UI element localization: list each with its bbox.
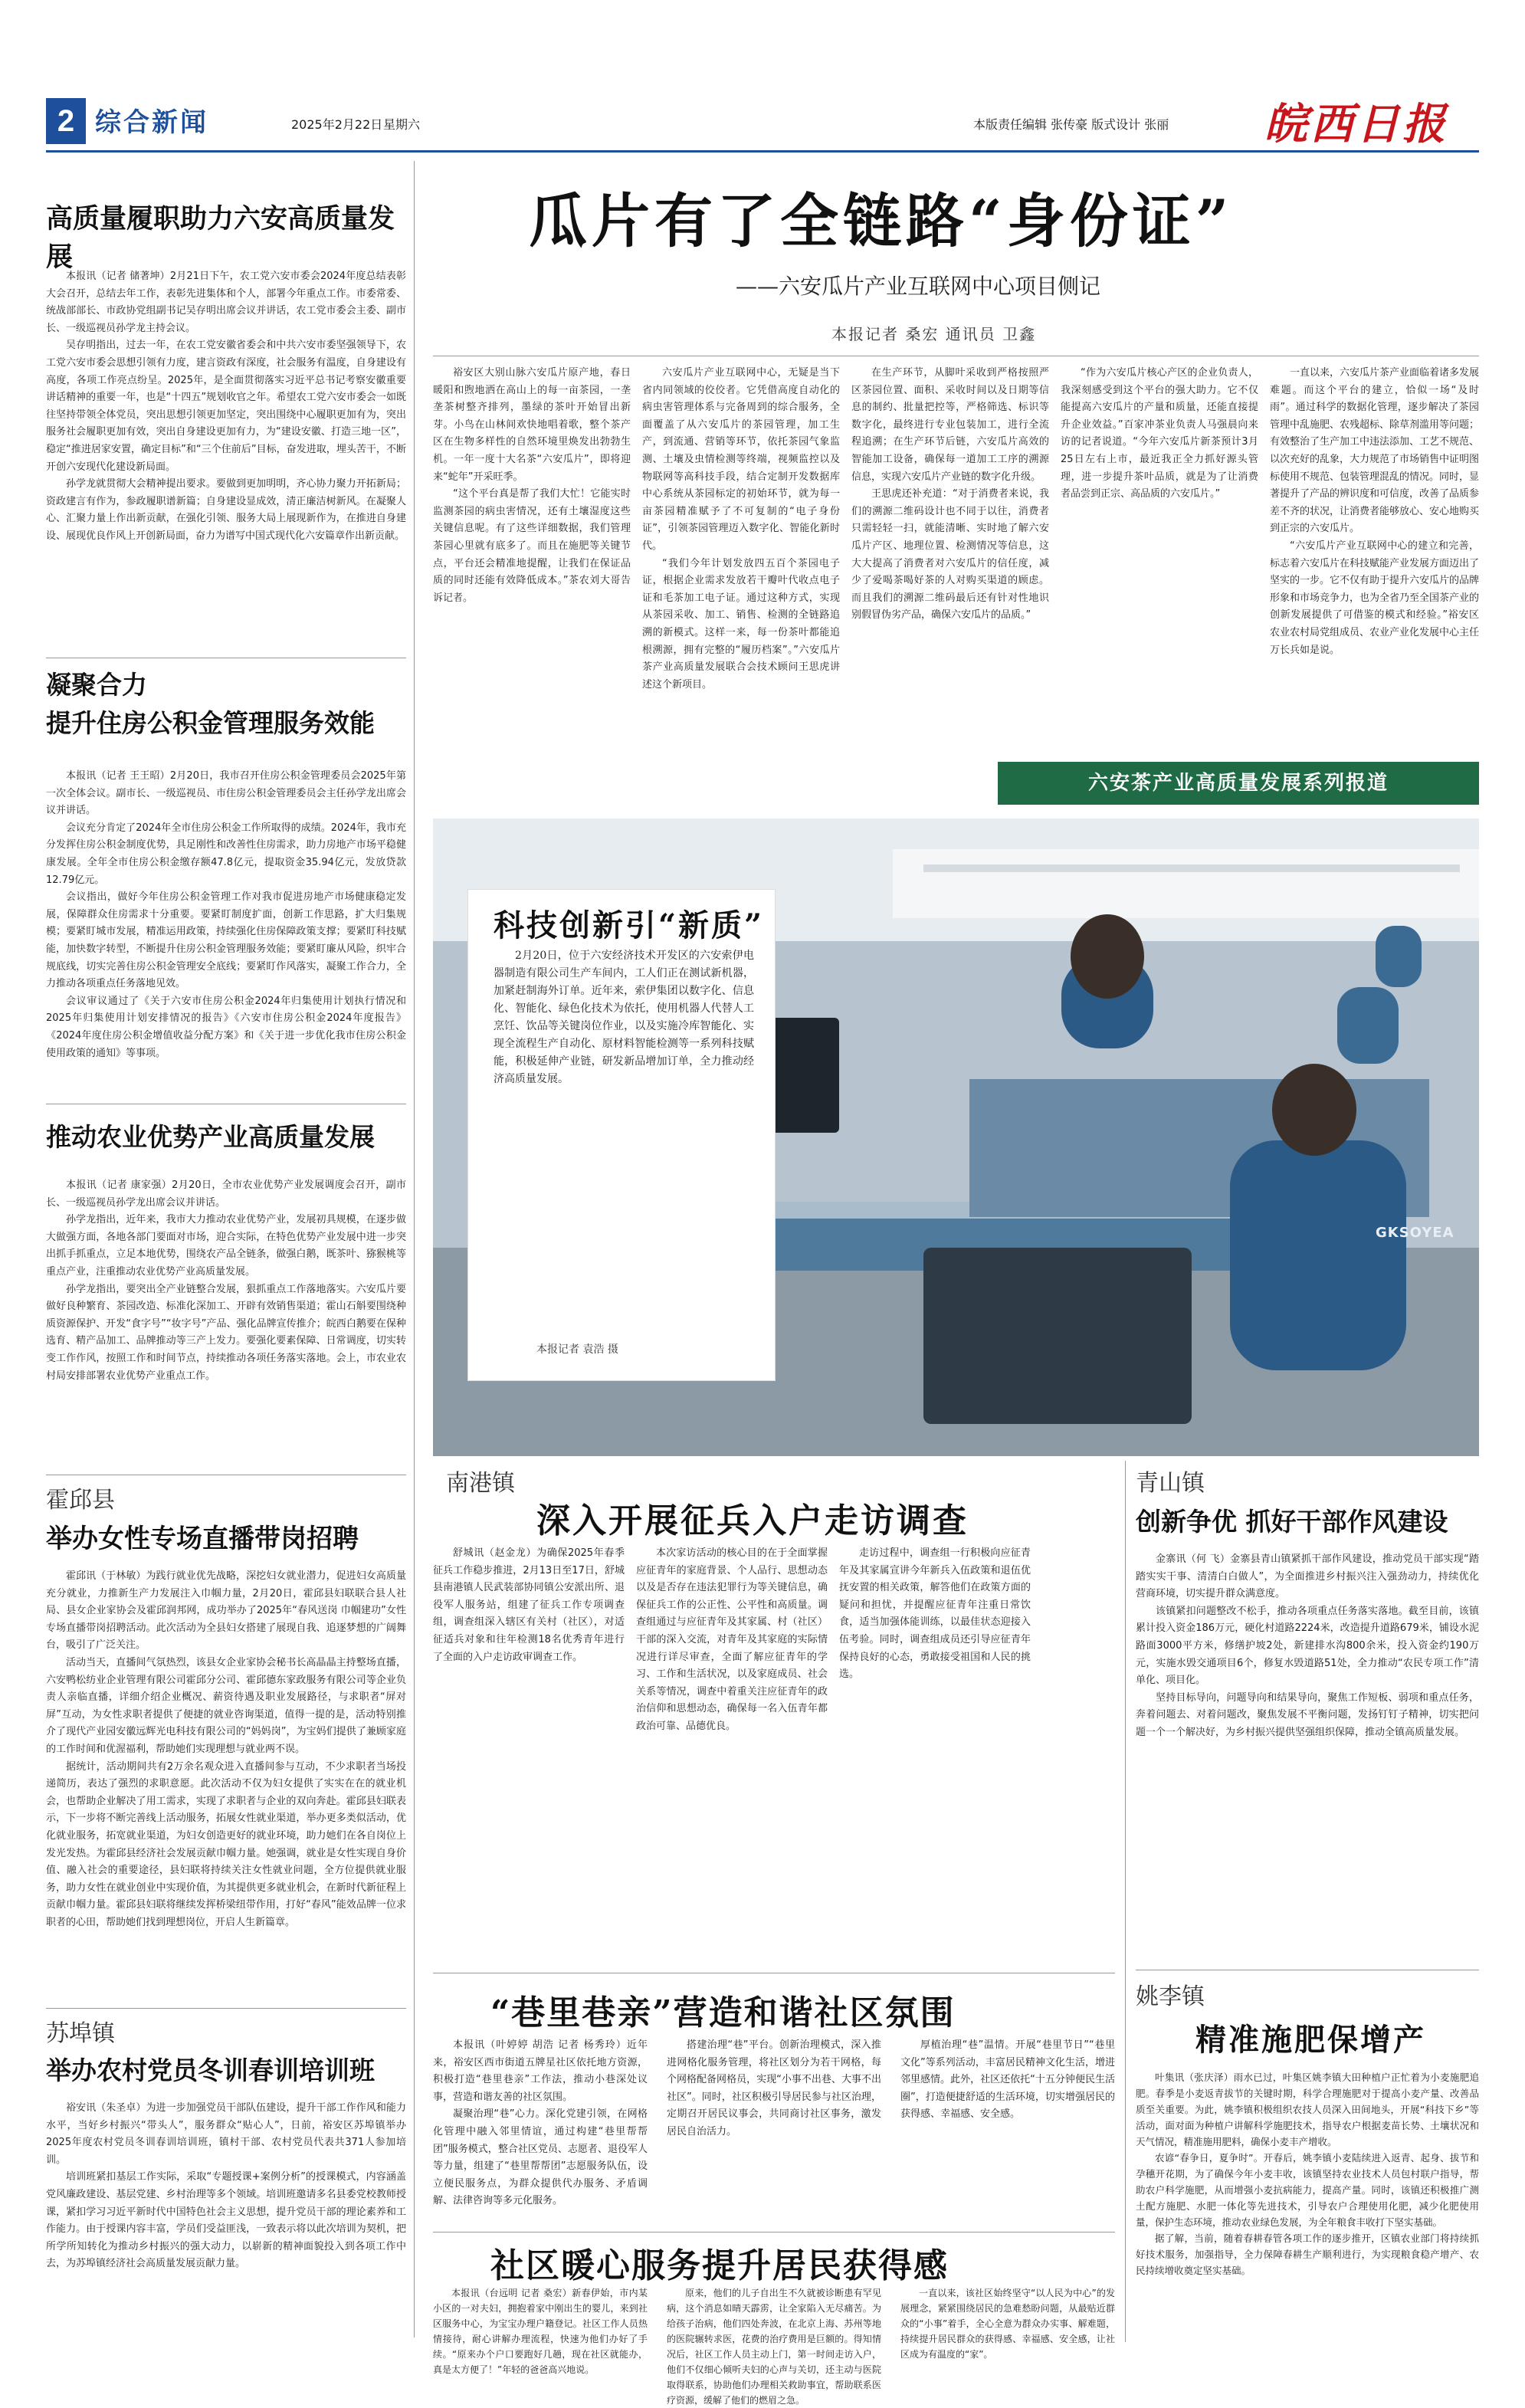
paragraph: 一直以来，该社区始终坚守“以人民为中心”的发展理念，紧紧围绕居民的急难愁盼问题，从最贴近群众的“小事”着手，全心全意为群众办实事、解难题，持续提升居民群众的获得感、幸福感、安全感，让社区成为有温度的“家”。 — [900, 2288, 1115, 2360]
place-label: 霍邱县 — [46, 1487, 115, 1514]
paragraph: 走访过程中，调查组一行积极向应征青年及其家属宣讲今年新兵入伍政策和退伍优抚安置的相关政策，解答他们在政策方面的疑问和担忧，并提醒应征青年注重日常饮食，适当加强体能训练，以最佳状态迎接入伍考验。同时，调查组成员还引导应征青年保持良好的心态，勇敢接受祖国和人民的挑选。 — [839, 1547, 1031, 1681]
paragraph: 会议充分肯定了2024年全市住房公积金工作所取得的成绩。2024年，我市充分发挥住房公积金制度优势，具足刚性和改善性住房需求，助力房地产市场平稳健康发展。全年全市住房公积金缴存额47.8亿元，提取资金35.94亿元，发放贷款12.79亿元。 — [46, 822, 406, 886]
divider — [46, 2008, 406, 2009]
paragraph: 该镇紧扣问题整改不松手，推动各项重点任务落实落地。截至目前，该镇累计投入资金186万元，硬化村道路2224米，改造提升道路679米，铺设水泥路面3000平方米，修缮护坡2处，新建排水沟800余米，投入资金约190万元，实施水毁交通项目6个，修复水毁道路51处，全力推动“农民专项工作”清单化、项目化。 — [1136, 1605, 1479, 1687]
paragraph: 在生产环节，从脚叶采收到严格按照严区茶园位置、面积、采收时间以及日期等信息的制约、批量把控等，严格筛选、标识等数字化，最终进行专业包装加工，进行全流程追溯；在生产环节后链，六安瓜片高效的智能加工设备，确保每一道加工工序的溯源信息，实现六安瓜片产业链的数字化升级。 — [851, 367, 1049, 483]
lead-byline: 本报记者 桑宏 通讯员 卫鑫 — [831, 325, 1037, 343]
paragraph: 裕安讯（朱圣卓）为进一步加强党员干部队伍建设，提升干部工作作风和能力水平，当好乡村振兴“带头人”，服务群众“贴心人”，日前，裕安区苏埠镇举办2025年度农村党员冬训春训培训班，镇村干部、农村党员代表共371人参加培训。 — [46, 2102, 406, 2166]
paragraph: 坚持目标导向，问题导向和结果导向，聚焦工作短板、弱项和重点任务，奔着问题去、对着问题改，聚焦发展不平衡问题，发扬钉钉子精神，切实把问题一个一个解决好，为乡村振兴提供坚强组织保障，推动全镇高质量发展。 — [1136, 1691, 1479, 1738]
series-banner: 六安茶产业高质量发展系列报道 — [998, 762, 1479, 805]
paragraph: “这个平台真是帮了我们大忙！它能实时监测茶园的病虫害情况，还有土壤湿度这些关键信息呢。有了这些详细数据，我们管理茶园心里就有底多了。而且在施肥等关键节点，平台还会精准地提醒，让我们在保证品质的同时还能有效降低成本。”茶农刘大哥告诉记者。 — [433, 488, 631, 604]
lead-headline: 瓜片有了全链路“身份证” — [529, 187, 1234, 255]
right-column-divider — [1125, 1461, 1126, 2342]
article-title: 推动农业优势产业高质量发展 — [46, 1122, 375, 1152]
xiangli-column-2 — [667, 2037, 881, 2227]
photo-story-title: 科技创新引“新质” — [494, 907, 765, 943]
article-title: “巷里巷亲”营造和谐社区氛围 — [490, 1993, 956, 2032]
issue-weekday: 星期六 — [383, 117, 421, 132]
section-title: 综合新闻 — [95, 107, 208, 138]
shequ-column-1 — [433, 2285, 648, 2375]
place-label: 苏埠镇 — [46, 2020, 115, 2047]
article-title: 深入开展征兵入户走访调查 — [536, 1501, 969, 1540]
paragraph: 霍邱讯（于林敏）为践行就业优先战略，深挖妇女就业潜力，促进妇女高质量充分就业，力推新生产力发展注入巾帼力量，2月20日，霍邱县妇联联合县人社局、县女企业家协会及霍邱润邦网，成功举办了2025年“春风送岗 巾帼建功”女性专场直播带岗招聘活动。此次活动为全县妇女搭建了展现自我、追逐梦想的广阔舞台，吸引了广泛关注。 — [46, 1570, 406, 1652]
masthead-rule — [46, 150, 1479, 153]
paragraph: 农谚“春争日，夏争时”。开春后，姚李镇小麦陆续进入返青、起身、拔节和孕穗开花期，为了确保今年小麦丰收，该镇坚持农业技术人员包村联户指导，帮助农户科学施肥，从而增强小麦抗病能力，提高产量。同时，该镇还积极推广测土配方施肥、水肥一体化等先进技术，引导农户合理使用化肥，减少化肥使用量，保护生态环境，推动农业绿色发展，为全年粮食丰收打下坚实基础。 — [1136, 2152, 1479, 2228]
left-column-divider — [414, 161, 415, 2337]
article-body — [1136, 1551, 1479, 1962]
photo-credit: 本报记者 袁浩 摄 — [536, 1343, 618, 1356]
article-title: 创新争优 抓好干部作风建设 — [1136, 1507, 1448, 1537]
paragraph: 本报讯（记者 储著坤）2月21日下午，农工党六安市委会2024年度总结表彰大会召开，总结去年工作，表彰先进集体和个人，部署今年重点工作。市委常委、统战部部长、市政协党组副书记吴存明出席会议并讲话，农工党市委会主委、副市长、一级巡视员孙学龙主持会议。 — [46, 271, 406, 334]
paragraph: 本报讯（记者 康家强）2月20日，全市农业优势产业发展调度会召开，副市长、一级巡视员孙学龙出席会议并讲话。 — [46, 1179, 406, 1209]
lead-column-1 — [433, 365, 631, 809]
paragraph: 王思虎还补充道：“对于消费者来说，我们的溯源二维码设计也不同于以往，消费者只需轻轻一扫，就能清晰、实时地了解六安瓜片产区、地理位置、检测情况等信息，这大大提高了消费者对六安瓜片的信任度，减少了爱喝茶喝好茶的人对购买渠道的顾虑。而且我们的溯源二维码最后还有针对性地识别假冒伪劣产品，确保六安瓜片的品质。” — [851, 488, 1049, 622]
issue-date: 2025年2月22日 — [291, 117, 383, 132]
paragraph: 一直以来，六安瓜片茶产业面临着诸多发展难题。而这个平台的建立，恰似一场“及时雨”。通过科学的数据化管理，逐步解决了茶园管理中乱施肥、农残超标、除草剂滥用等问题；有效整治了生产加工中违法添加、工艺不规范、以次充好的乱象，大力规范了市场销售中证明图标使用不规范、包装管理混乱的情况。同时，显著提升了产品的辨识度和可信度，改善了品质参差不齐的状况，让消费者能够放心、安心地购买到正宗的六安瓜片。 — [1270, 367, 1480, 535]
paragraph: 据了解，当前，随着春耕春管各项工作的逐步推开，区镇农业部门将持续抓好技术服务，加强指导，全力保障春耕生产顺利进行，为实现粮食稳产增产、农民持续增收奠定坚实基础。 — [1136, 2232, 1479, 2276]
paragraph: 本报讯（台远明 记者 桑宏）新春伊始，市内某小区的一对夫妇，拥抱着家中刚出生的婴儿，来到社区服务中心，为宝宝办理户籍登记。社区工作人员热情接待，耐心讲解办理流程，快速为他们办好了手续。“原来办个户口要跑好几趟，现在社区就能办，真是太方便了！”年轻的爸爸高兴地说。 — [433, 2288, 648, 2375]
paragraph: 金寨讯（何 飞）金寨县青山镇紧抓干部作风建设，推动党员干部实现“踏踏实实干事、清清白白做人”，为全面推进乡村振兴注入强劲动力，持续优化营商环境，切实提升群众满意度。 — [1136, 1553, 1479, 1600]
article-title: 提升住房公积金管理服务效能 — [46, 708, 375, 738]
article-title: 高质量履职助力六安高质量发展 — [46, 203, 395, 273]
paragraph: 凝聚治理“巷”心力。深化党建引领，在网格化管理中融入邻里情谊，通过构建“巷里帮帮团”服务模式，整合社区党员、志愿者、退役军人等力量，组建了“巷里帮帮团”志愿服务队伍，设立便民服务点，为群众提供代办服务、矛盾调解、法律咨询等多元化服务。 — [433, 2108, 648, 2207]
article-title: 举办女性专场直播带岗招聘 — [46, 1524, 359, 1554]
paragraph: 本次家访活动的核心目的在于全面掌握应征青年的家庭背景、个人品行、思想动态以及是否存在违法犯罪行为等关键信息，确保征兵工作的公正性、公平性和高质量。调查组通过与应征青年及其家属、村（社区）干部的深入交流，对青年及其家庭的实际情况进行详尽审查，全面了解应征青年的学习、工作和生活状况，以及家庭成员、社会关系等情况，调查中着重关注应征青年的政治信仰和思想动态，确保每一名入伍青年都政治可靠、品德优良。 — [636, 1547, 828, 1732]
article-body — [46, 2100, 406, 2345]
article-title: 凝聚合力 — [46, 670, 147, 700]
paragraph: 本报讯（记者 王王昭）2月20日，我市召开住房公积金管理委员会2025年第一次全体会议。副市长、一级巡视员、市住房公积金管理委员会主任孙学龙出席会议并讲话。 — [46, 770, 406, 817]
lead-column-5 — [1270, 365, 1479, 740]
newspaper-logo: 皖西日报 — [1264, 99, 1448, 149]
paragraph: 舒城讯（赵金龙）为确保2025年春季征兵工作稳步推进，2月13日至17日，舒城县南港镇人民武装部协同镇公安派出所、退役军人服务站，组建了征兵工作专项调查组，调查组深入辖区有关村（社区），对适征适兵对象和往年检测18名优秀青年进行了全面的入户走访政审调查工作。 — [433, 1547, 625, 1663]
paragraph: 培训班紧扣基层工作实际，采取“专题授课+案例分析”的授课模式，内容涵盖党风廉政建设、基层党建、乡村治理等多个领域。培训班邀请多名县委党校教师授课，紧扣学习习近平新时代中国特色社会主义思想，提升党员干部的理论素养和工作能力。由于授课内容丰富，学员们受益匪浅，一致表示将以此次培训为契机，把所学所知转化为推动乡村振兴的强大动力，以崭新的精神面貌投入到各项工作中去，为苏埠镇经济社会高质量发展贡献力量。 — [46, 2171, 406, 2270]
paragraph: “我们今年计划发放四五百个茶园电子证，根据企业需求发放若干瓣叶代收点电子证和毛茶加工电子证。通过这种方式，实现从茶园采收、加工、销售、检测的全链路追溯的新模式。这样一来，每一份茶叶都能追根溯源，拥有完整的“履历档案”。”六安瓜片茶产业高质量发展联合会技术顾问王思虎讲述这个新项目。 — [642, 557, 840, 691]
article-body — [46, 768, 406, 1097]
paragraph: 会议审议通过了《关于六安市住房公积金2024年归集使用计划执行情况和2025年归集使用计划安排情况的报告》《六安市住房公积金2024年度报告》《2024年度住房公积金增值收益分配方案》和《关于进一步优化我市住房公积金使用政策的通知》等事项。 — [46, 995, 406, 1059]
xiangli-column-3 — [900, 2037, 1115, 2227]
paragraph: 据统计，活动期间共有2万余名观众进入直播间参与互动，不少求职者当场投递简历，表达了强烈的求职意愿。此次活动不仅为妇女提供了实实在在的就业机会，也帮助企业解决了用工需求，实现了求职者与企业的双向奔赴。霍邱县妇联表示，下一步将不断完善线上活动服务，拓展女性就业渠道，举办更多类似活动，优化就业服务，拓宽就业渠道，为妇女创造更好的就业环境，助力她们在各自岗位上发光发热。为霍邱县经济社会发展贡献巾帼力量。她强调，就业是女性实现自身价值、融入社会的重要途径，县妇联将持续关注女性就业问题，全方位提供就业服务，助力女性在就业创业中实现价值，为其提供更多就业机会，在新时代新征程上贡献巾帼力量。霍邱县妇联将继续发挥桥梁纽带作用，打好“春风”能效品牌一位求职者的心田，帮助她们找到理想岗位，开启人生新篇章。 — [46, 1760, 406, 1928]
paragraph: 裕安区大别山脉六安瓜片原产地，春日暖阳和煦地洒在高山上的每一亩茶园，一垄垄茶树整齐排列，墨绿的茶叶开始冒出新芽。小鸟在山林间欢快地唱着歌，整个茶产区在生物多样性的自然环境里焕发出勃勃生机。一年一度十大名茶“六安瓜片”，即将迎来“蛇年”开采旺季。 — [433, 367, 631, 483]
paragraph: “作为六安瓜片核心产区的企业负责人，我深刻感受到这个平台的强大助力。它不仅能提高六安瓜片的产量和质量，还能直接提升企业效益。”百家冲茶业负责人马强晨向来访的记者说道。“今年六安瓜片新茶预计3月25日左右上市，最近我正全力抓好源头管理，进一步提升茶叶品质，就是为了让消费者品尝到正宗、高品质的六安瓜片。” — [1061, 367, 1258, 500]
paragraph: 吴存明指出，过去一年，在农工党安徽省委会和中共六安市委坚强领导下，农工党六安市委会思想引领有力度，建言资政有深度，社会服务有温度，自身建设有高度，各项工作亮点纷呈。2025年，是全面贯彻落实习近平总书记考察安徽重要讲话精神的重要一年，也是“十四五”规划收官之年。希望农工党六安市委会一如既往坚持带领全体党员，突出思想引领更加坚定，突出围绕中心履职更加有为，突出服务社会履职更加有效，突出自身建设更加有力，为“建设安徽、打造三地一区”，稳定“推进居家安置，确定目标”和“三个住前后”目标，奋发进取，埋头苦干，不断开创六安现代化建设新局面。 — [46, 340, 406, 473]
article-body — [1136, 2069, 1479, 2370]
nangang-column-1 — [433, 1545, 625, 1965]
paragraph: 孙学龙就贯彻大会精神提出要求。要做到更加明明，齐心协力聚力开拓新局；资政建言有作为，参政履职谱新篇；自身建设显成效，清正廉洁树新风。在凝聚人心、汇聚力量上作出新贡献，在强化引领、服务大局上展现新作为，在推进自身建设、展现优良作风上开创新局面，奋力为谱写中国式现代化六安篇章作出新贡献。 — [46, 478, 406, 542]
editor-line: 本版责任编辑 张传豪 版式设计 张丽 — [973, 117, 1169, 132]
shequ-column-2 — [667, 2285, 881, 2406]
article-body — [46, 1568, 406, 2002]
article-title: 社区暖心服务提升居民获得感 — [490, 2246, 949, 2285]
photo-brand-label: GKSOYEA — [1376, 1225, 1454, 1241]
paragraph: 原来，他们的儿子自出生不久就被诊断患有罕见病，这个消息如晴天霹雳，让全家陷入无尽痛苦。为给孩子治病，他们四处奔波，在北京上海、苏州等地的医院辗转求医，花费的治疗费用是巨额的。得知情况后，社区工作人员主动上门，第一时间走访入户，他们不仅细心倾听夫妇的心声与关切，还主动与医院取得联系，协助他们办理相关救助事宜，帮助联系医疗资源，缓解了他们的燃眉之急。 — [667, 2288, 881, 2406]
paragraph: “六安瓜片产业互联网中心的建立和完善，标志着六安瓜片在科技赋能产业发展方面迈出了坚实的一步。它不仅有助于提升六安瓜片的品牌形象和市场竞争力，也为全省乃至全国茶产业的创新发展提供了可借鉴的模式和经验。”裕安区农业农村局党组成员、农业产业化发展中心主任万长兵如是说。 — [1270, 540, 1480, 656]
article-body — [46, 268, 406, 653]
nangang-column-4 — [1042, 1545, 1114, 1965]
article-title: 举办农村党员冬训春训培训班 — [46, 2055, 375, 2085]
article-title: 精准施肥保增产 — [1195, 2022, 1426, 2058]
nangang-column-3 — [839, 1545, 1031, 1965]
paragraph: 搭建治理“巷”平台。创新治理模式，深入推进网格化服务管理，将社区划分为若干网格，每个网格配备网格员，实现“小事不出巷、大事不出社区”。同时，社区积极引导居民参与社区治理，定期召开居民议事会，共同商讨社区事务，激发居民自治活力。 — [667, 2039, 881, 2137]
place-label: 姚李镇 — [1136, 1983, 1205, 2010]
paragraph: 六安瓜片产业互联网中心，无疑是当下省内同领域的佼佼者。它凭借高度自动化的病虫害管理体系与完备周到的综合服务，全面覆盖了从六安瓜片的茶园管理，加工生产，到流通、营销等环节，依托茶园气象监测、土壤及虫情检测等终端，视频监控以及物联网等高科技手段，结合定制开发数据库中心系统从茶园标定的初始环节，就为每一亩茶园精准赋予了不可复制的“电子身份证”，引领茶园管理迈入数字化、智能化新时代。 — [642, 367, 840, 552]
lead-subtitle: ——六安瓜片产业互联网中心项目侧记 — [736, 274, 1101, 299]
article-body — [46, 1177, 406, 1468]
lead-column-3 — [851, 365, 1049, 809]
paragraph: 活动当天，直播间气氛热烈，该县女企业家协会秘书长高晶晶主持整场直播，六安鸭松纺业企业管理有限公司霍邱分公司、霍邱德东家政服务有限公司等企业负责人亲临直播，详细介绍企业概况、薪资待遇及职业发展路径，与求职者“屏对屏”互动，为女性求职者提供了便捷的就业咨询渠道，值得一提的是，活动特别推介了现代产业园安徽远辉光电科技有限公司的“妈妈岗”，为宝妈们提供了兼顾家庭的工作时间和优渥福利，帮助她们实现理想与就业两不误。 — [46, 1656, 406, 1755]
paragraph: 孙学龙指出，近年来，我市大力推动农业优势产业，发展初具规模，在逐步做大做强方面，各地各部门要面对市场，迎合实际，在特色优势产业发展中进一步突出抓手抓重点，立足本地优势，围绕农产品全链条，做强白鹅，既茶叶、猕猴桃等重点产业，注重推动农业优势产业高质量发展。 — [46, 1214, 406, 1278]
place-label: 青山镇 — [1136, 1470, 1205, 1497]
xiangli-column-1 — [433, 2037, 648, 2227]
paragraph: 厚植治理“巷”温情。开展“巷里节日”“巷里文化”等系列活动，丰富居民精神文化生活，增进邻里感情。此外，社区还依托“十五分钟便民生活圈”，打造便捷舒适的生活环境，切实增强居民的获得感、幸福感、安全感。 — [900, 2039, 1115, 2121]
paragraph: 会议指出，做好今年住房公积金管理工作对我市促进房地产市场健康稳定发展，保障群众住房需求十分重要。要紧盯制度扩面，创新工作思路，扩大归集规模；要紧盯城市发展，精准运用政策，持续强化住房保障政策支撑；要紧盯科技赋能，加快数字转型，不断提升住房公积金管理服务效能；要紧盯廉从风险，织牢合规底线，切实完善住房公积金管理安全底线；要紧盯作风落实，凝聚工作合力，全力推动各项重点任务落地见效。 — [46, 891, 406, 990]
paragraph: 叶集讯（张庆泽）雨水已过，叶集区姚李镇大田种植户正忙着为小麦施肥追肥。春季是小麦返青拔节的关键时期，科学合理施肥对于提高小麦产量、改善品质至关重要。为此，姚李镇积极组织农技人员深入田间地头，开展“科技下乡”等活动，面对面为种植户讲解科学施肥技术，指导农户根据麦苗长势、土壤状况和天气情况，精准施用肥料，确保小麦丰产增收。 — [1136, 2072, 1479, 2147]
lead-column-4 — [1061, 365, 1258, 809]
nangang-column-2 — [636, 1545, 828, 1965]
page-number: 2 — [46, 98, 86, 144]
paragraph: 2月20日，位于六安经济技术开发区的六安索伊电器制造有限公司生产车间内，工人们正在测试新机器，加紧赶制海外订单。近年来，索伊集团以数字化、信息化、智能化、绿色化技术为依托，使用机器人代替人工烹饪、饮品等关键岗位作业，以及实施冷库智能化、实现全流程生产自动化、原材料智能检测等一系列科技赋能，积极延伸产业链，研发新品增加订单，全力推动经济高质量发展。 — [494, 950, 754, 1085]
paragraph: 孙学龙指出，要突出全产业链整合发展，狠抓重点工作落地落实。六安瓜片要做好良种繁育、茶园改造、标准化深加工、开辟有效销售渠道；霍山石斛要围绕种质资源保护、开发“食字号”“妆字号”产品、强化品牌宣传推介；皖西白鹅要在保种选育、精产品加工、品牌推动等三产上发力。要强化要素保障、日常调度，切实转变工作作风，按照工作和时间节点，持续推动各项任务落实落地。会上，市农业农村局安排部署农业优势产业重点工作。 — [46, 1283, 406, 1382]
photo-caption — [494, 947, 754, 1330]
place-label: 南港镇 — [446, 1470, 515, 1497]
paragraph: 本报讯（叶婷婷 胡浩 记者 杨秀玲）近年来，裕安区西市街道五牌星社区依托地方资源，积极打造“巷里巷亲”工作法，推动小巷深处议事，营造和谐友善的社区氛围。 — [433, 2039, 648, 2103]
lead-column-2 — [642, 365, 840, 809]
shequ-column-3 — [900, 2285, 1115, 2370]
